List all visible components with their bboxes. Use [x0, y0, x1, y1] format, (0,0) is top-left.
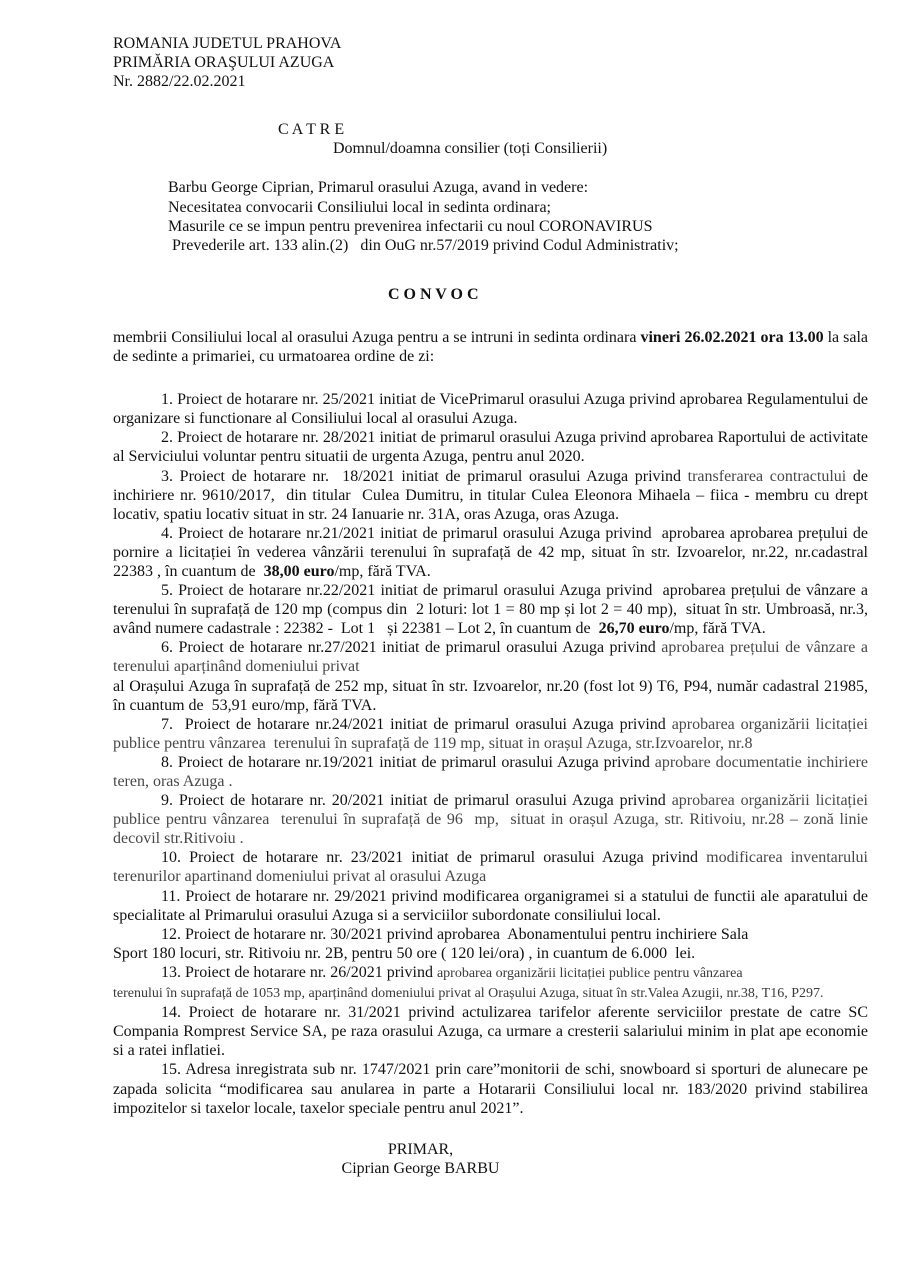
text-run: aprobarea organizării licitației publice pentru vânzarea terenului în suprafață de 119 mp, situat in orașul Azuga, str.Izvoarelor, nr.8: [113, 715, 872, 752]
text-run: 14. Proiect de hotarare nr. 31/2021 privind actulizarea tarifelor aferente serviciilor prestate de catre SC Compania Romprest Service SA, pe raza orasului Azuga, ca urmare a cresterii salariului minim in plat ape economie si a ratei inflatiei.: [113, 1004, 872, 1060]
text-run: 4. Proiect de hotarare nr.21/2021 initiat de primarul orasului Azuga privind aprobarea aprobarea prețului de pornire a licitației în vederea vânzării terenului în suprafață de 42 mp, situat în str. Izvoarelor, nr.22, nr.cadastral 22383 , în cuantum de: [113, 524, 872, 580]
text-run: 2. Proiect de hotarare nr. 28/2021 initiat de primarul orasului Azuga privind aprobarea Raportului de activitate al Serviciului voluntar pentru situatii de urgenta Azuga, pentru anul 2020.: [113, 429, 872, 466]
text-run: aprobarea organizării licitației publice pentru vânzarea terenului în suprafață de 96 mp, situat in orașul Azuga, str. Ritivoiu, nr.28 – zonă linie decovil str.Ritivoiu .: [113, 792, 872, 848]
text-run: al Orașului Azuga în suprafață de 252 mp, situat în str. Izvoarelor, nr.20 (fost lot 9) T6, P94, număr cadastral 21985, în cuantum de 53,91 euro/mp, fără TVA.: [113, 677, 872, 714]
agenda-item-2: [113, 428, 872, 466]
text-run: 26,70 euro: [598, 620, 670, 638]
text-run: 13. Proiect de hotarare nr. 26/2021 privind: [161, 963, 437, 981]
text-run: 15. Adresa inregistrata sub nr. 1747/2021 prin care”monitorii de schi, snowboard si sporturi de alunecare pe zapada solicita “modificarea sau anularea in parte a Hotararii Consiliului local nr. 183/2020 privind stabilirea impozitelor si taxelor locale, taxelor speciale pentru anul 2021”.: [113, 1061, 872, 1117]
signature-name: Ciprian George BARBU: [341, 1159, 500, 1177]
agenda-item-3: [113, 467, 873, 524]
preamble-line: Prevederile art. 133 alin.(2) din OuG nr.57/2019 privind Codul Administrativ;: [168, 236, 679, 254]
convocation-title: C O N V O C: [388, 285, 479, 303]
preamble-line: Barbu George Ciprian, Primarul orasului Azuga, avand in vedere:: [168, 179, 589, 197]
text-run: 11. Proiect de hotarare nr. 29/2021 privind modificarea organigramei si a statului de functii ale aparatului de specialitate al Primarului orasului Azuga si a serviciilor subordonate consiliului local.: [113, 887, 872, 924]
agenda-item-13: [113, 963, 868, 1003]
agenda-item-1: [113, 390, 872, 428]
addressee-subtitle: Domnul/doamna consilier (toți Consilierii): [333, 140, 608, 158]
text-run: 8. Proiect de hotarare nr.19/2021 initiat de primarul orasului Azuga privind: [161, 753, 655, 771]
agenda-item-10: [113, 848, 872, 886]
addressee-title: C A T R E: [278, 121, 345, 139]
agenda-item-14: [113, 1003, 872, 1060]
text-run: 5. Proiect de hotarare nr.22/2021 initiat de primarul orasului Azuga privind aprobarea prețului de vânzare a terenului în suprafață de 120 mp (compus din 2 loturi: lot 1 = 80 mp și lot 2 = 40 mp), situat în str. Umbroasă, nr.3, având numere cadastrale : 22382 - Lot 1 și 22381 – Lot 2, în cuantum de: [113, 582, 876, 638]
registration-number: Nr. 2882/22.02.2021: [113, 73, 246, 91]
text-run: Sport 180 locuri, str. Ritivoiu nr. 2B, pentru 50 ore ( 120 lei/ora) , in cuantum de 6.000 lei.: [113, 944, 696, 962]
signature-block: [113, 1140, 868, 1178]
agenda-item-15: [113, 1060, 872, 1117]
agenda-item-5: [113, 581, 876, 638]
text-run: aprobare documentatie inchiriere teren, oras Azuga .: [113, 753, 872, 790]
text-run: transferarea contractului: [687, 467, 847, 485]
agenda-item-4: [113, 524, 872, 581]
preamble-line: Necesitatea convocarii Consiliului local in sedinta ordinara;: [168, 198, 551, 216]
convocation-intro: [113, 328, 873, 366]
text-run: 12. Proiect de hotarare nr. 30/2021 privind aprobarea Abonamentului pentru inchiriere Sala: [161, 925, 749, 943]
text-run: /mp, fără TVA.: [334, 562, 431, 580]
text-run: aprobarea organizării licitației publice pentru vânzarea: [436, 965, 743, 981]
text-run: aprobarea prețului de vânzare a terenului aparținând domeniului privat: [113, 639, 873, 676]
preamble: [113, 178, 868, 254]
text-run: 38,00 euro: [263, 562, 335, 580]
text-run: 10. Proiect de hotarare nr. 23/2021 initiat de primarul orasului Azuga privind: [161, 849, 707, 867]
text-run: modificarea inventarului terenurilor apartinand domeniului privat al orasului Azuga: [113, 849, 872, 886]
text-run: la sala de sedinte a primariei, cu urmatoarea ordine de zi:: [113, 328, 873, 366]
agenda-list: [113, 390, 876, 1118]
text-run: de inchiriere nr. 9610/2017, din titular Culea Dumitru, in titular Culea Eleonora Mihaela – fiica - membru cu drept locativ, spatiu locativ situat in str. 24 Ianuarie nr. 31A, oras Azuga, oras Azuga.: [113, 467, 873, 523]
signature-role: PRIMAR,: [387, 1140, 454, 1158]
preamble-line: Masurile ce se impun pentru prevenirea infectarii cu noul CORONAVIRUS: [168, 217, 653, 235]
text-run: 9. Proiect de hotarare nr. 20/2021 initiat de primarul orasului Azuga privind: [161, 792, 672, 810]
agenda-item-11: [113, 887, 872, 925]
text-run: 1. Proiect de hotarare nr. 25/2021 initiat de VicePrimarul orasului Azuga privind aprobarea Regulamentului de organizare si functionare al Consiliului local al orasului Azuga.: [113, 391, 872, 428]
text-run: 3. Proiect de hotarare nr. 18/2021 initiat de primarul orasului Azuga privind: [161, 467, 688, 485]
agenda-item-12: [113, 925, 868, 963]
text-run: membrii Consiliului local al orasului Azuga pentru a se intruni in sedinta ordinara: [113, 328, 641, 346]
letterhead: [113, 34, 868, 91]
letterhead-country-county: ROMANIA JUDETUL PRAHOVA: [113, 35, 342, 52]
text-run: vineri 26.02.2021 ora 13.00: [640, 328, 824, 346]
agenda-item-6: [113, 638, 873, 714]
agenda-item-9: [113, 791, 872, 848]
addressee-block: [113, 120, 868, 158]
text-run: 6. Proiect de hotarare nr.27/2021 initiat de primarul orasului Azuga privind: [161, 639, 662, 657]
agenda-item-8: [113, 753, 872, 791]
text-run: terenului în suprafață de 1053 mp, aparținând domeniului privat al Orașului Azuga, situat în str.Valea Azugii, nr.38, T16, P297.: [113, 986, 824, 1002]
text-run: /mp, fără TVA.: [669, 620, 766, 638]
letterhead-institution: PRIMĂRIA ORAŞULUI AZUGA: [113, 54, 335, 72]
agenda-item-7: [113, 715, 872, 753]
text-run: 7. Proiect de hotarare nr.24/2021 initiat de primarul orasului Azuga privind: [161, 715, 672, 733]
